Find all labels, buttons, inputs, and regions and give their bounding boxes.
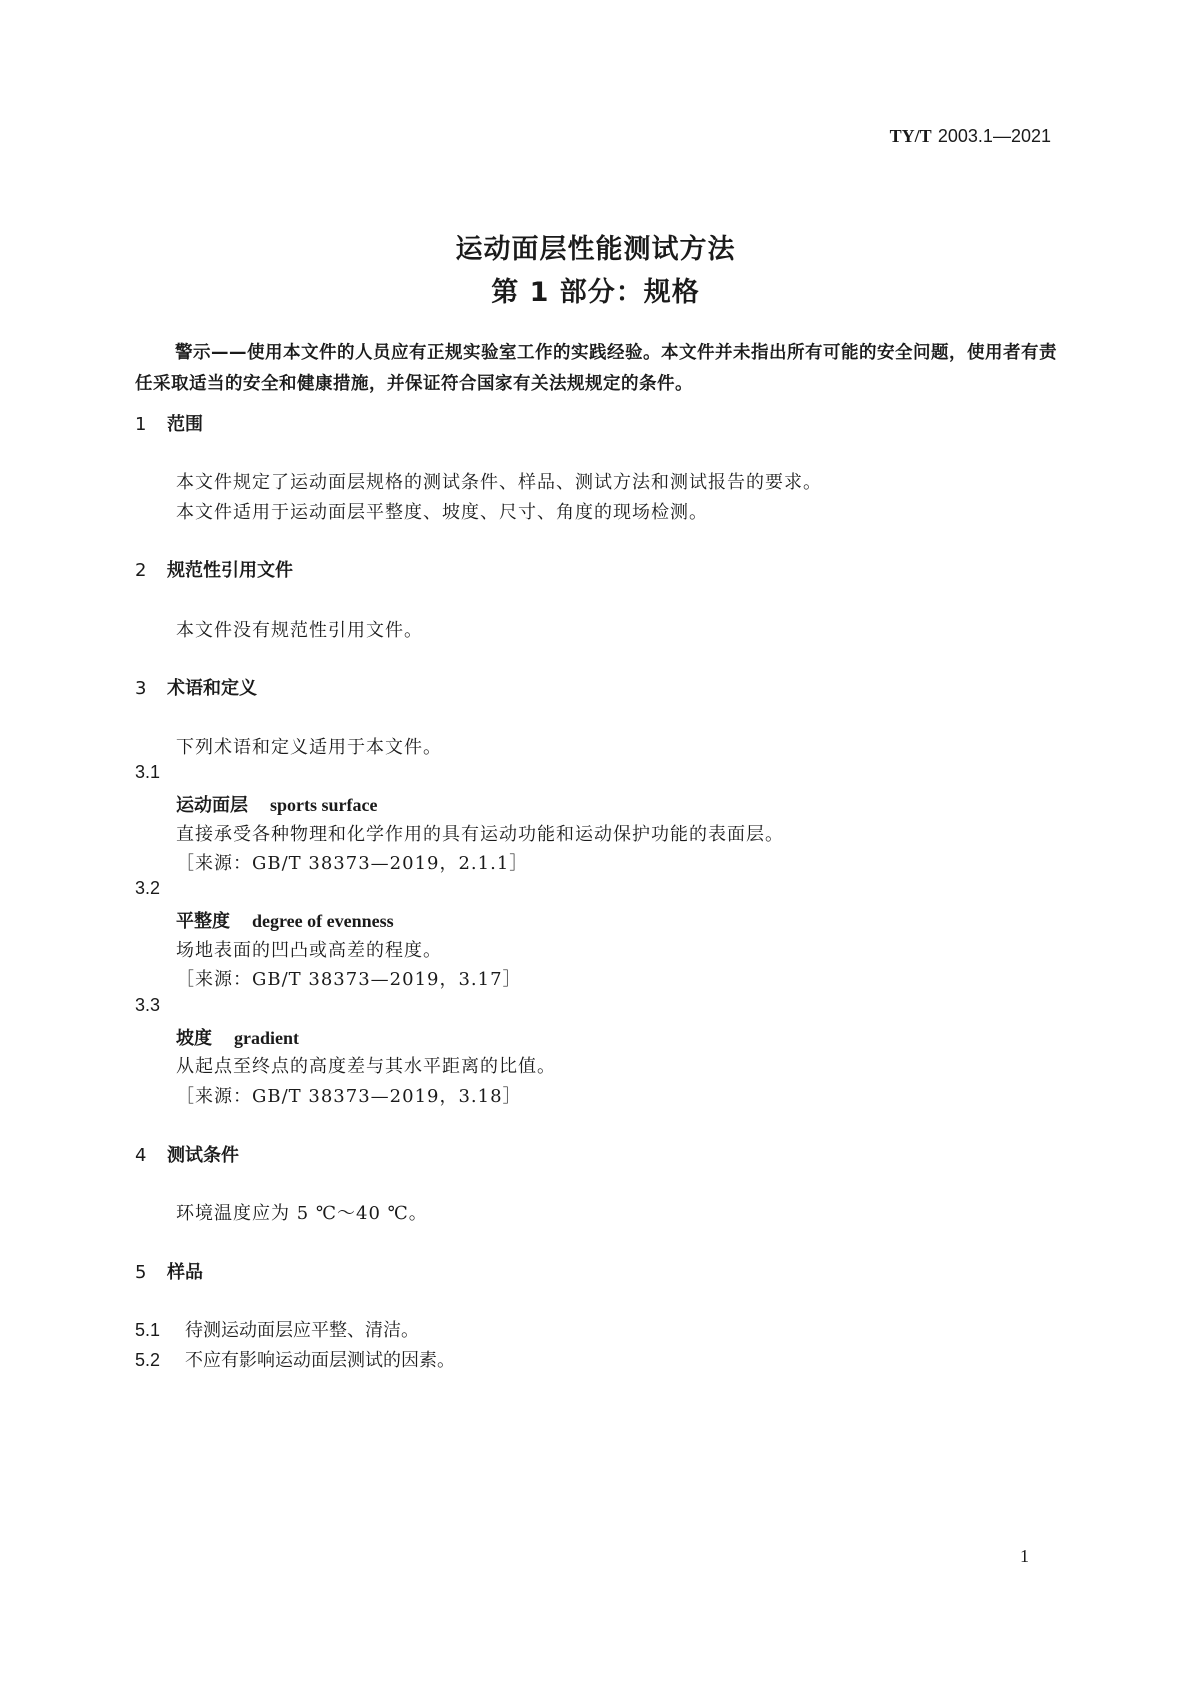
section-heading-samples xyxy=(135,1258,203,1284)
paragraph: 本文件适用于运动面层平整度、坡度、尺寸、角度的现场检测。 xyxy=(176,502,708,523)
term-name-zh: 平整度 xyxy=(176,911,230,932)
term-definition: 场地表面的凹凸或高差的程度。 xyxy=(176,940,442,961)
term-number: 3.3 xyxy=(135,995,161,1015)
item-text: 不应有影响运动面层测试的因素。 xyxy=(185,1350,455,1371)
section-heading-scope xyxy=(135,410,203,436)
term-name xyxy=(176,907,394,933)
paragraph: 环境温度应为 5 ℃～40 ℃。 xyxy=(176,1203,428,1224)
term-name-en: sports surface xyxy=(270,795,378,815)
term-definition: 直接承受各种物理和化学作用的具有运动功能和运动保护功能的表面层。 xyxy=(176,824,784,845)
item-number: 5.1 xyxy=(135,1320,161,1340)
paragraph: 下列术语和定义适用于本文件。 xyxy=(176,737,442,758)
item-text: 待测运动面层应平整、清洁。 xyxy=(185,1320,419,1341)
term-name-zh: 坡度 xyxy=(176,1028,212,1049)
term-source: ［来源：GB/T 38373—2019，2.1.1］ xyxy=(176,853,529,874)
section-number: 4 xyxy=(135,1145,147,1166)
section-heading-terms xyxy=(135,674,257,700)
standard-code-prefix: TY/T xyxy=(889,126,932,146)
term-name-zh: 运动面层 xyxy=(176,795,248,816)
term-definition: 从起点至终点的高度差与其水平距离的比值。 xyxy=(176,1056,556,1077)
section-title: 范围 xyxy=(167,414,203,435)
term-number: 3.1 xyxy=(135,762,161,782)
term-number: 3.2 xyxy=(135,878,161,898)
section-number: 1 xyxy=(135,414,147,435)
section-number: 5 xyxy=(135,1262,147,1283)
section-number: 2 xyxy=(135,560,147,581)
term-name xyxy=(176,1024,299,1050)
term-name xyxy=(176,791,377,817)
page-number: 1 xyxy=(1020,1546,1029,1566)
term-name-en: gradient xyxy=(234,1028,299,1048)
paragraph: 本文件没有规范性引用文件。 xyxy=(176,620,423,641)
term-source: ［来源：GB/T 38373—2019，3.17］ xyxy=(176,969,522,990)
list-item xyxy=(135,1316,419,1342)
section-title: 规范性引用文件 xyxy=(167,560,293,581)
section-heading-test-conditions xyxy=(135,1141,239,1167)
list-item xyxy=(135,1346,455,1372)
warning-paragraph: 警示——使用本文件的人员应有正规实验室工作的实践经验。本文件并未指出所有可能的安全问题，使用者有责任采取适当的安全和健康措施，并保证符合国家有关法规规定的条件。 xyxy=(135,343,1057,394)
document-subtitle: 第 1 部分：规格 xyxy=(491,277,700,308)
standard-code-number: 2003.1—2021 xyxy=(937,126,1051,146)
document-title: 运动面层性能测试方法 xyxy=(455,234,736,265)
term-name-en: degree of evenness xyxy=(252,911,394,931)
paragraph: 本文件规定了运动面层规格的测试条件、样品、测试方法和测试报告的要求。 xyxy=(176,472,822,493)
section-heading-normative-references xyxy=(135,556,293,582)
section-title: 术语和定义 xyxy=(167,678,257,699)
section-number: 3 xyxy=(135,678,147,699)
section-title: 样品 xyxy=(167,1262,203,1283)
standard-code xyxy=(890,126,1051,147)
item-number: 5.2 xyxy=(135,1350,161,1370)
section-title: 测试条件 xyxy=(167,1145,239,1166)
term-source: ［来源：GB/T 38373—2019，3.18］ xyxy=(176,1086,522,1107)
